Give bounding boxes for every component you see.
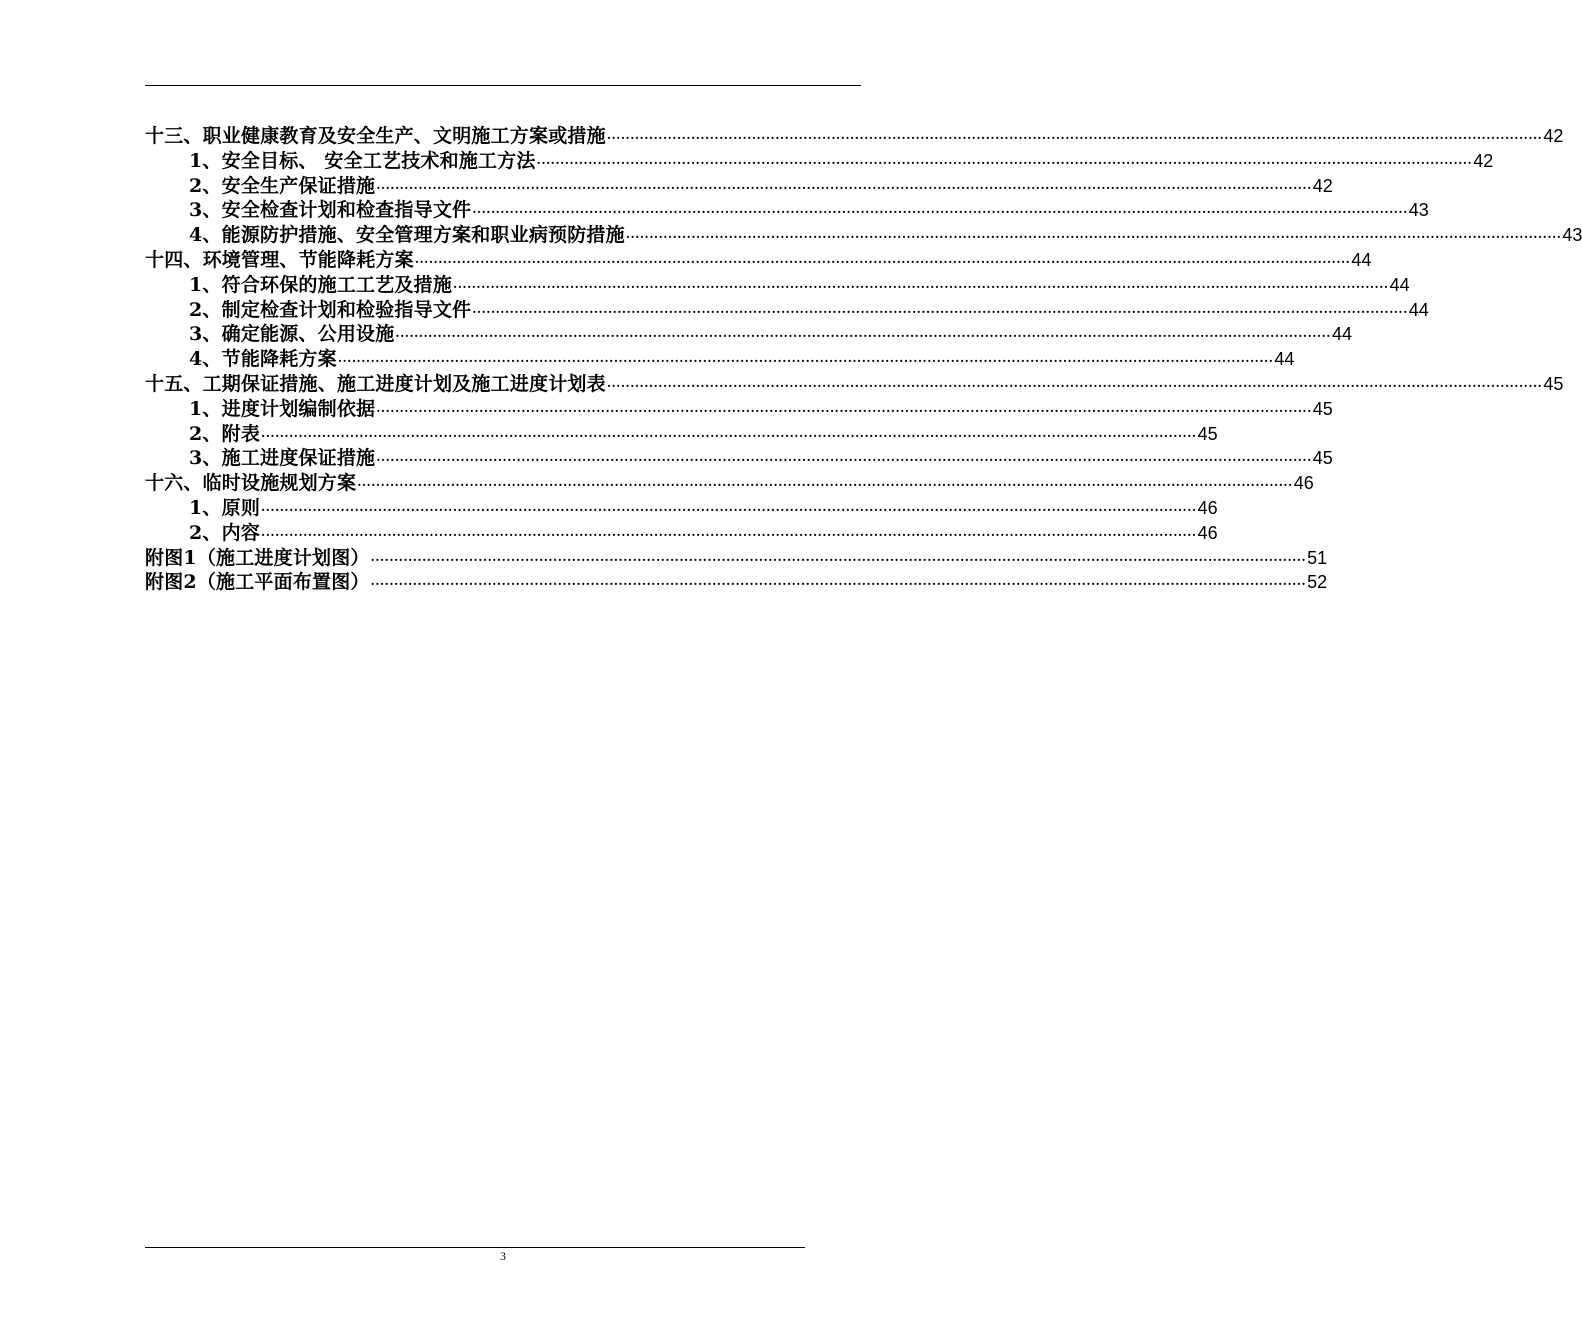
- toc-dot-leader: ········································································································································································································: [625, 230, 1562, 245]
- toc-entry-title: 4、节能降耗方案: [189, 348, 337, 371]
- toc-entry-page: 46: [1293, 473, 1314, 494]
- toc-entry[interactable]: [145, 397, 1333, 422]
- toc-entry[interactable]: [145, 347, 1295, 372]
- toc-entry[interactable]: [145, 149, 1494, 174]
- toc-entry-title: 十五、工期保证措施、施工进度计划及施工进度计划表: [145, 372, 606, 395]
- toc-entry-title: 十六、临时设施规划方案: [145, 472, 357, 495]
- toc-entry-page: 45: [1543, 373, 1564, 394]
- toc-dot-leader: ········································································································································································································: [261, 502, 1197, 517]
- toc-dot-leader: ········································································································································································································: [376, 180, 1312, 195]
- toc-dot-leader: ········································································································································································································: [472, 205, 1408, 220]
- toc-entry[interactable]: [145, 124, 1564, 149]
- toc-entry-title: 2、附表: [189, 422, 261, 445]
- toc-entry-page: 52: [1307, 572, 1328, 593]
- toc-entry[interactable]: [145, 496, 1218, 521]
- toc-dot-leader: ········································································································································································································: [376, 403, 1312, 418]
- toc-dot-leader: ········································································································································································································: [536, 155, 1473, 170]
- toc-entry[interactable]: [145, 223, 1582, 248]
- toc-dot-leader: ········································································································································································································: [414, 254, 1351, 269]
- toc-entry-title: 附图2（施工平面布置图）: [145, 571, 370, 594]
- header-rule: [145, 85, 861, 86]
- toc-entry[interactable]: [145, 546, 1328, 571]
- toc-entry-page: 43: [1562, 225, 1582, 246]
- table-of-contents: [145, 124, 1582, 595]
- toc-entry-title: 1、安全目标、 安全工艺技术和施工方法: [189, 149, 536, 172]
- page-number: 3: [500, 1249, 506, 1263]
- toc-dot-leader: ········································································································································································································: [376, 453, 1312, 468]
- toc-dot-leader: ········································································································································································································: [370, 577, 1307, 592]
- toc-dot-leader: ········································································································································································································: [337, 354, 1274, 369]
- toc-entry-page: 42: [1543, 126, 1564, 146]
- toc-entry[interactable]: [145, 422, 1218, 447]
- toc-entry-page: 42: [1473, 150, 1494, 171]
- toc-entry-title: 2、内容: [189, 521, 261, 544]
- toc-entry-title: 3、确定能源、公用设施: [189, 323, 395, 346]
- toc-dot-leader: ········································································································································································································: [261, 428, 1197, 443]
- toc-entry[interactable]: [145, 471, 1314, 496]
- toc-entry-title: 1、原则: [189, 496, 261, 519]
- toc-dot-leader: ········································································································································································································: [357, 478, 1293, 493]
- toc-entry-title: 3、施工进度保证措施: [189, 447, 376, 470]
- toc-dot-leader: ········································································································································································································: [395, 329, 1331, 344]
- toc-entry[interactable]: [145, 174, 1333, 199]
- toc-entry[interactable]: [145, 298, 1429, 323]
- toc-entry[interactable]: [145, 372, 1564, 397]
- toc-dot-leader: ········································································································································································································: [606, 378, 1543, 393]
- toc-entry-title: 2、制定检查计划和检验指导文件: [189, 298, 472, 321]
- toc-dot-leader: ········································································································································································································: [453, 279, 1389, 294]
- toc-entry-page: 44: [1389, 274, 1410, 295]
- toc-entry-title: 4、能源防护措施、安全管理方案和职业病预防措施: [189, 224, 625, 247]
- toc-entry[interactable]: [145, 198, 1429, 223]
- toc-entry-title: 1、符合环保的施工工艺及措施: [189, 273, 453, 296]
- toc-entry-page: 45: [1312, 398, 1333, 419]
- toc-dot-leader: ········································································································································································································: [472, 304, 1408, 319]
- toc-entry[interactable]: [145, 446, 1333, 471]
- toc-entry-page: 42: [1312, 175, 1333, 196]
- toc-entry-page: 44: [1331, 324, 1352, 345]
- toc-dot-leader: ········································································································································································································: [261, 527, 1197, 542]
- toc-entry[interactable]: [145, 521, 1218, 546]
- toc-dot-leader: ········································································································································································································: [370, 552, 1307, 567]
- toc-entry[interactable]: [145, 322, 1352, 347]
- toc-entry-page: 44: [1274, 349, 1295, 370]
- toc-entry[interactable]: [145, 273, 1410, 298]
- toc-entry-page: 46: [1197, 497, 1218, 518]
- toc-entry-title: 1、进度计划编制依据: [189, 397, 376, 420]
- toc-entry-page: 44: [1351, 249, 1372, 270]
- toc-entry[interactable]: [145, 570, 1328, 595]
- toc-entry-title: 2、安全生产保证措施: [189, 174, 376, 197]
- toc-entry-title: 十三、职业健康教育及安全生产、文明施工方案或措施: [145, 125, 606, 147]
- toc-entry-title: 附图1（施工进度计划图）: [145, 546, 370, 569]
- toc-entry-page: 46: [1197, 522, 1218, 543]
- toc-entry-page: 43: [1408, 200, 1429, 221]
- toc-entry-page: 44: [1408, 299, 1429, 320]
- toc-dot-leader: ········································································································································································································: [606, 131, 1543, 145]
- toc-entry-title: 3、安全检查计划和检查指导文件: [189, 199, 472, 222]
- toc-entry-page: 45: [1312, 448, 1333, 469]
- toc-entry-page: 51: [1307, 547, 1328, 568]
- footer-rule: [145, 1247, 805, 1248]
- toc-entry-title: 十四、环境管理、节能降耗方案: [145, 248, 414, 271]
- toc-entry-page: 45: [1197, 423, 1218, 444]
- toc-entry[interactable]: [145, 248, 1372, 273]
